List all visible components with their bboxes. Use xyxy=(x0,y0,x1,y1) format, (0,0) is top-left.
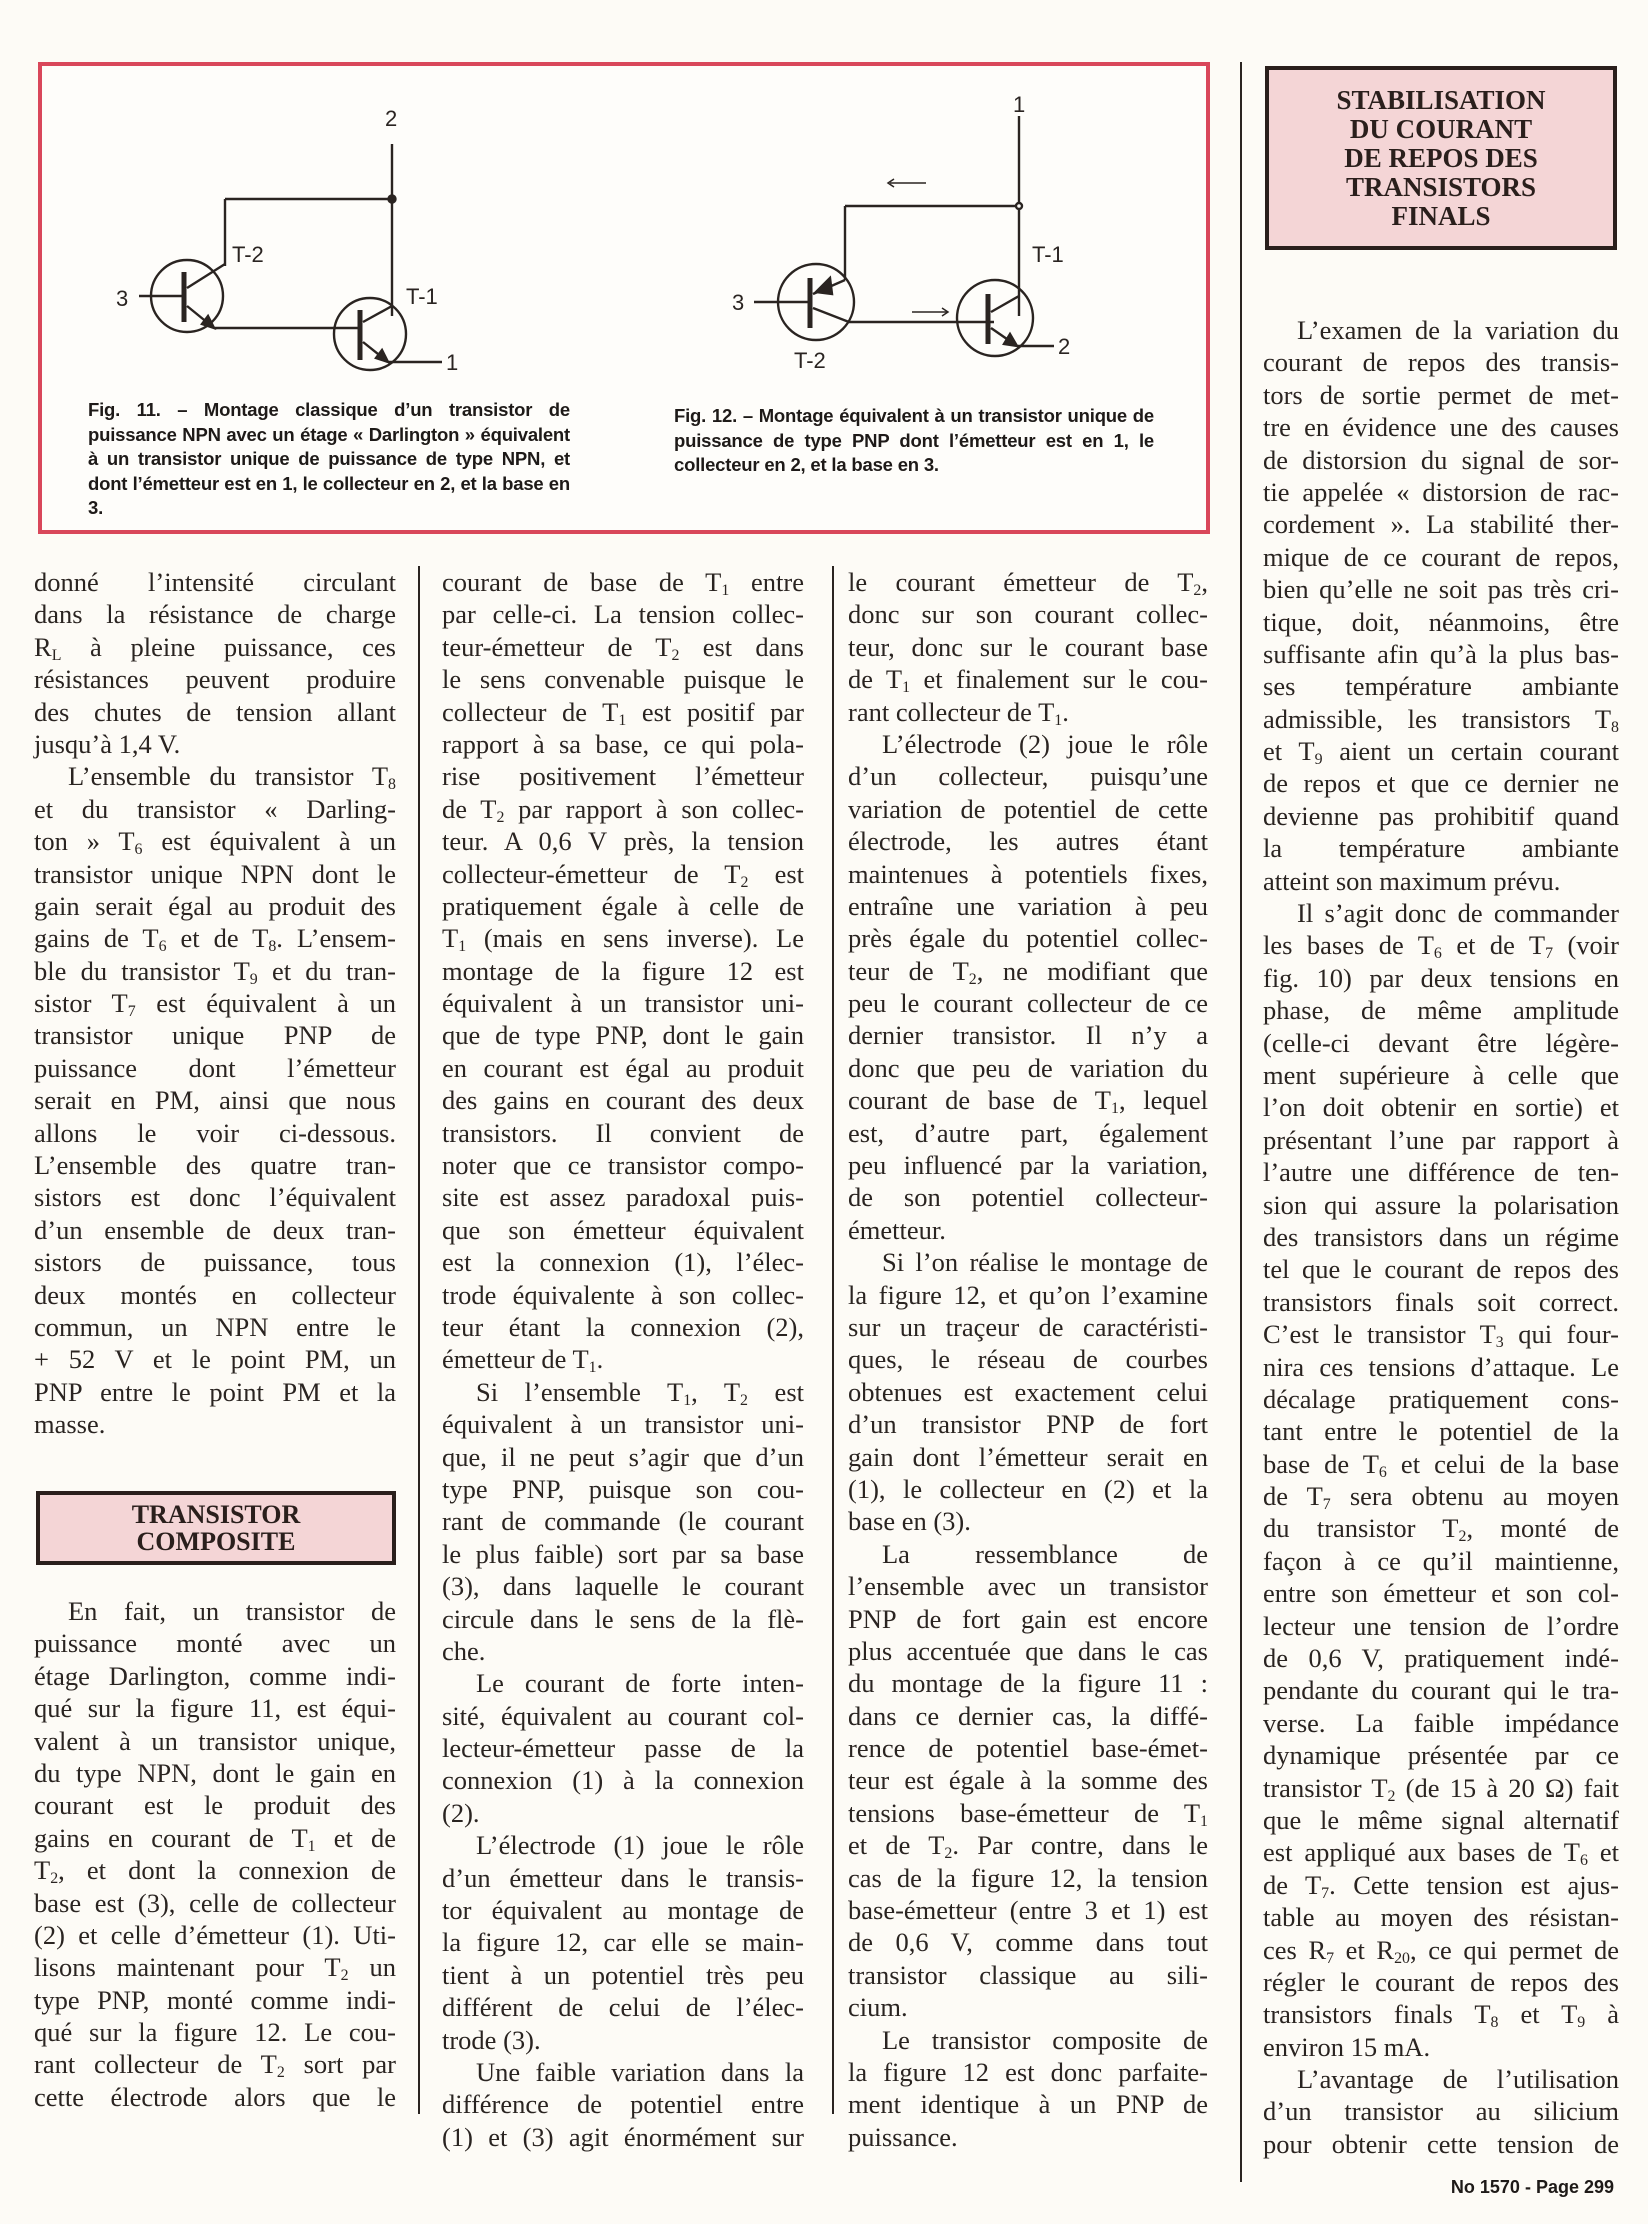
text-line: base de $T_6$ et celui de la base xyxy=(1263,1448,1619,1481)
column-rule-1 xyxy=(418,566,420,2114)
column-rule-right-of-figure xyxy=(1240,62,1242,2182)
text-line: PNP entre le point PM et la xyxy=(34,1376,396,1407)
text-line: cas de la figure 12, la tension xyxy=(848,1862,1208,1893)
text-line: courant de base de $T_1$ entre xyxy=(442,567,805,599)
text-line: transistor $T_2$ (de 15 à 20 Ω) fait xyxy=(1263,1772,1619,1805)
text-line: tant entre le potentiel de la xyxy=(1263,1416,1619,1447)
text-line: peu influencé par la variation, xyxy=(848,1150,1208,1181)
text-line: L’électrode (2) joue le rôle xyxy=(882,728,1208,759)
text-line: d’un émetteur dans le transis- xyxy=(442,1862,804,1893)
text-line: L’électrode (1) joue le rôle xyxy=(476,1830,804,1861)
text-line: deux montés en collecteur xyxy=(34,1279,396,1310)
text-line: ques, le réseau de courbes xyxy=(848,1344,1208,1375)
text-line: L’ensemble du transistor $T_8$ xyxy=(68,761,396,794)
fig12-pin3-label: 3 xyxy=(732,290,745,315)
text-line: pour obtenir cette tension de xyxy=(1263,2128,1619,2159)
text-line: trode équivalente à son collec- xyxy=(442,1279,804,1310)
text-line: sistors est donc l’équivalent xyxy=(34,1182,396,1213)
text-line: du type NPN, dont le gain en xyxy=(34,1757,396,1788)
text-line: le plus faible) sort par sa base xyxy=(442,1538,804,1569)
text-column-3 xyxy=(848,566,1208,2153)
text-line: pratiquement égale à celle de xyxy=(442,890,804,921)
text-line: tel que le courant de repos des xyxy=(1263,1254,1619,1285)
text-line: verse. La faible impédance xyxy=(1263,1707,1619,1738)
text-line: puissance. xyxy=(848,2121,958,2152)
text-line: tor équivalent au montage de xyxy=(442,1895,804,1926)
text-line: (2). xyxy=(442,1797,480,1828)
text-line: que de type PNP, dont le gain xyxy=(442,1020,804,1051)
text-line: est appliqué aux bases de $T_6$ et xyxy=(1263,1837,1620,1870)
text-line: l’autre une différence de ten- xyxy=(1263,1157,1619,1188)
text-line: et du transistor « Darling- xyxy=(34,793,396,824)
text-line: lecteur-émetteur passe de la xyxy=(442,1733,804,1764)
text-line: Le courant de forte inten- xyxy=(476,1668,804,1699)
text-line: Si l’on réalise le montage de xyxy=(882,1247,1208,1278)
text-line: base en (3). xyxy=(848,1506,971,1537)
text-line: ment identique à un PNP de xyxy=(848,2089,1208,2120)
text-line: transistors finals soit correct. xyxy=(1263,1286,1619,1317)
text-line: (celle-ci devant être légère- xyxy=(1263,1027,1619,1058)
text-line: variation de potentiel de cette xyxy=(848,793,1208,824)
text-line: lisons maintenant pour $T_2$ un xyxy=(34,1952,396,1985)
text-line: sistors de puissance, tous xyxy=(34,1247,396,1278)
text-line: que, il ne peut s’agir que d’un xyxy=(442,1441,804,1472)
fig11-pin1-label: 1 xyxy=(446,350,459,375)
text-line: teur. A 0,6 V près, la tension xyxy=(442,826,804,857)
text-line: montage de la figure 12 est xyxy=(442,955,804,986)
text-line: de $T_7$ sera obtenu au moyen xyxy=(1263,1481,1619,1514)
text-line: circule dans le sens de la flè- xyxy=(442,1603,804,1634)
fig12-pnp-composite-diagram xyxy=(754,116,1054,356)
text-line: $R_L$ à pleine puissance, ces xyxy=(34,631,396,664)
heading-line: COMPOSITE xyxy=(136,1527,296,1556)
text-line: rant collecteur de $T_1$. xyxy=(848,696,1069,729)
text-line: cordement ». La stabilité ther- xyxy=(1263,509,1619,540)
text-line: masse. xyxy=(34,1409,106,1440)
text-line: émetteur de $T_1$. xyxy=(442,1344,604,1377)
fig12-pin2-label: 2 xyxy=(1058,334,1071,359)
text-line: des gains en courant des deux xyxy=(442,1085,804,1116)
text-line: valent à un transistor unique, xyxy=(34,1725,396,1756)
text-line: émetteur. xyxy=(848,1214,946,1245)
text-line: transistors finals $T_8$ et $T_9$ à xyxy=(1263,1999,1620,2032)
text-line: de son potentiel collecteur- xyxy=(848,1182,1208,1213)
text-line: sur un traçeur de caractéristi- xyxy=(848,1311,1208,1342)
text-line: donné l’intensité circulant xyxy=(34,567,396,597)
text-line: Si l’ensemble $T_1$, $T_2$ est xyxy=(476,1376,804,1409)
text-line: Le transistor composite de xyxy=(882,2024,1208,2055)
heading-line: TRANSISTORS xyxy=(1345,171,1537,202)
text-line: équivalent à un transistor uni- xyxy=(442,1409,804,1440)
text-line: de $T_2$ par rapport à son collec- xyxy=(442,793,804,826)
text-line: gains de $T_6$ et de $T_8$. L’ensem- xyxy=(34,923,396,956)
fig11-t2-label: T-2 xyxy=(232,242,264,267)
text-line: bien qu’elle ne soit pas très cri- xyxy=(1263,574,1619,605)
text-line: noter que ce transistor compo- xyxy=(442,1150,804,1181)
fig12-caption: Fig. 12. – Montage équivalent à un transistor unique de puissance de type PNP dont l’émetteur est en 1, le collecteur en 2, et la base en 3. xyxy=(674,405,1154,476)
text-line: équivalent à un transistor uni- xyxy=(442,988,804,1019)
text-line: suffisante afin qu’à la plus bas- xyxy=(1263,638,1619,669)
text-line: tient à un potentiel très peu xyxy=(442,1959,804,1990)
text-line: près égale du potentiel collec- xyxy=(848,923,1208,954)
text-line: dernier transistor. Il n’y a xyxy=(848,1020,1208,1051)
text-line: tique, doit, néanmoins, être xyxy=(1263,606,1619,637)
text-line: type PNP, monté comme indi- xyxy=(34,1984,396,2015)
text-line: l’on doit obtenir en sortie) et xyxy=(1263,1092,1619,1123)
text-line: transistors. Il convient de xyxy=(442,1117,804,1148)
text-line: + 52 V et le point PM, un xyxy=(34,1344,396,1375)
text-line: table au moyen des résistan- xyxy=(1263,1902,1619,1933)
text-line: La ressemblance de xyxy=(882,1538,1208,1569)
text-line: mique de ce courant de repos, xyxy=(1263,541,1619,572)
page-footer: No 1570 - Page 299 xyxy=(1450,2177,1614,2197)
text-line: (3), dans laquelle le courant xyxy=(442,1571,804,1602)
text-line: base est (3), celle de collecteur xyxy=(34,1887,396,1918)
text-line: rise positivement l’émetteur xyxy=(442,761,804,792)
text-line: les bases de $T_6$ et de $T_7$ (voir xyxy=(1263,930,1619,963)
text-line: L’ensemble des quatre tran- xyxy=(34,1150,396,1181)
text-line: En fait, un transistor de xyxy=(68,1596,396,1626)
text-line: d’un ensemble de deux tran- xyxy=(34,1214,396,1245)
text-line: façon à ce qu’il maintienne, xyxy=(1263,1545,1619,1576)
text-line: type PNP, puisque son cou- xyxy=(442,1473,804,1504)
text-line: du transistor $T_2$, monté de xyxy=(1263,1513,1619,1546)
fig12-pin1-label: 1 xyxy=(1013,92,1026,117)
text-line: régler le courant de repos des xyxy=(1263,1966,1619,1997)
text-line: lecteur une tension de l’ordre xyxy=(1263,1610,1619,1641)
text-line: jusqu’à 1,4 V. xyxy=(34,728,181,759)
fig11-caption: Fig. 11. – Montage classique d’un transistor de puissance NPN avec un étage « Darlington » équivalent à un transistor unique de puissance de type NPN, et dont l’émetteur est en 1, le collecteur en 2, et la base en 3. xyxy=(88,399,570,519)
text-line: teur étant la connexion (2), xyxy=(442,1311,804,1342)
text-line: C’est le transistor $T_3$ qui four- xyxy=(1263,1319,1619,1352)
text-line: des chutes de tension allant xyxy=(34,696,396,727)
text-line: gains en courant de $T_1$ et de xyxy=(34,1822,397,1855)
fig11-darlington-diagram xyxy=(139,144,442,370)
text-line: cette électrode alors que le xyxy=(34,2081,396,2112)
text-line: le sens convenable puisque le xyxy=(442,664,804,695)
heading-line: DU COURANT xyxy=(1349,113,1533,144)
text-line: du montage de la figure 11 : xyxy=(848,1668,1208,1699)
text-line: L’examen de la variation du xyxy=(1297,315,1619,345)
text-line: environ 15 mA. xyxy=(1263,2031,1431,2062)
text-line: tre en évidence une des causes xyxy=(1263,412,1619,443)
text-line: de repos et que ce dernier ne xyxy=(1263,768,1619,799)
text-line: donc sur son courant collec- xyxy=(848,599,1208,630)
heading-line: TRANSISTOR xyxy=(131,1500,301,1529)
text-line: ces $R_7$ et $R_{20}$, ce qui permet de xyxy=(1263,1934,1619,1967)
text-line: gain serait égal au produit des xyxy=(34,890,396,921)
text-line: phase, de même amplitude xyxy=(1263,995,1619,1026)
text-line: de $T_1$ et finalement sur le cou- xyxy=(848,664,1208,697)
text-line: est la connexion (1), l’élec- xyxy=(442,1247,804,1278)
fig11-pin3-label: 3 xyxy=(116,286,129,311)
text-line: sistor $T_7$ est équivalent à un xyxy=(34,988,396,1021)
text-line: transistor unique PNP de xyxy=(34,1020,396,1051)
text-line: de distorsion du signal de sor- xyxy=(1263,444,1619,475)
text-line: che. xyxy=(442,1635,486,1666)
text-line: dans ce dernier cas, la diffé- xyxy=(848,1700,1208,1731)
text-line: décalage pratiquement cons- xyxy=(1263,1383,1619,1414)
text-line: cium. xyxy=(848,1992,908,2023)
text-line: teur de $T_2$, ne modifiant que xyxy=(848,955,1208,988)
text-line: électrode, les autres étant xyxy=(848,826,1208,857)
text-line: transistor unique NPN dont le xyxy=(34,858,396,889)
text-line: entraîne une variation à peu xyxy=(848,890,1208,921)
text-column-1-composite-section xyxy=(34,1595,396,2113)
text-line: que son émetteur équivalent xyxy=(442,1214,804,1245)
text-line: obtenues est exactement celui xyxy=(848,1376,1208,1407)
fig12-t2-label: T-2 xyxy=(794,348,826,373)
text-line: L’avantage de l’utilisation xyxy=(1297,2064,1619,2095)
text-line: admissible, les transistors $T_8$ xyxy=(1263,703,1619,736)
text-line: la figure 12, car elle se main- xyxy=(442,1927,804,1958)
text-line: d’un transistor au silicium xyxy=(1263,2096,1619,2127)
text-line: donc que peu de variation du xyxy=(848,1052,1208,1083)
column-rule-2 xyxy=(832,566,834,2114)
text-line: puissance monté avec un xyxy=(34,1628,396,1659)
text-line: qué sur la figure 11, est équi- xyxy=(34,1693,396,1724)
text-line: en courant est égal au produit xyxy=(442,1052,804,1083)
text-line: ton » $T_6$ est équivalent à un xyxy=(34,826,396,859)
text-line: rant de commande (le courant xyxy=(442,1506,804,1537)
text-line: ses température ambiante xyxy=(1263,671,1619,702)
text-line: sité, équivalent au courant col- xyxy=(442,1700,804,1731)
text-line: peu le courant collecteur de ce xyxy=(848,988,1208,1019)
text-line: étage Darlington, comme indi- xyxy=(34,1660,396,1691)
text-line: différent de celui de l’élec- xyxy=(442,1992,804,2023)
text-line: de $T_7$. Cette tension est ajus- xyxy=(1263,1869,1619,1902)
text-line: dynamique présentée par ce xyxy=(1263,1740,1619,1771)
text-line: sion qui assure la polarisation xyxy=(1263,1189,1619,1220)
text-line: $T_1$ (mais en sens inverse). Le xyxy=(442,923,804,956)
heading-line: FINALS xyxy=(1391,200,1491,231)
text-line: la figure 12, et qu’on l’examine xyxy=(848,1279,1208,1310)
fig11-t1-label: T-1 xyxy=(406,284,438,309)
text-line: teur-émetteur de $T_2$ est dans xyxy=(442,631,804,664)
text-line: trode (3). xyxy=(442,2024,541,2055)
text-line: résistances peuvent produire xyxy=(34,664,396,695)
text-line: site est assez paradoxal puis- xyxy=(442,1182,804,1213)
text-column-1 xyxy=(34,566,396,1441)
text-line: présentant l’une par rapport à xyxy=(1263,1124,1619,1155)
heading-transistor-composite xyxy=(36,1491,396,1565)
text-line: atteint son maximum prévu. xyxy=(1263,865,1561,896)
heading-stabilisation xyxy=(1265,66,1617,250)
text-line: gain dont l’émetteur serait en xyxy=(848,1441,1208,1472)
text-line: allons le voir ci-dessous. xyxy=(34,1117,396,1148)
text-line: la température ambiante xyxy=(1263,833,1619,864)
text-line: rant collecteur de $T_2$ sort par xyxy=(34,2049,396,2082)
text-line: base-émetteur (entre 3 et 1) est xyxy=(848,1895,1208,1926)
heading-line: STABILISATION xyxy=(1336,84,1546,115)
text-line: l’ensemble avec un transistor xyxy=(848,1571,1208,1602)
text-line: (1), le collecteur en (2) et la xyxy=(848,1473,1208,1504)
text-line: entre son émetteur et son col- xyxy=(1263,1578,1619,1609)
text-line: différence de potentiel entre xyxy=(442,2089,804,2120)
text-line: teur, donc sur le courant base xyxy=(848,631,1208,662)
text-line: par celle-ci. La tension collec- xyxy=(442,599,804,630)
text-line: courant est le produit des xyxy=(34,1790,396,1821)
text-line: puissance dont l’émetteur xyxy=(34,1052,396,1083)
text-line: de 0,6 V, comme dans tout xyxy=(848,1927,1208,1958)
text-line: que le même signal alternatif xyxy=(1263,1804,1619,1835)
text-line: rapport à sa base, ce qui pola- xyxy=(442,728,804,759)
text-line: le courant émetteur de $T_2$, xyxy=(848,567,1208,599)
text-line: ment supérieure à celle que xyxy=(1263,1059,1619,1090)
text-column-4 xyxy=(1263,314,1619,2160)
text-line: est, d’autre part, également xyxy=(848,1117,1208,1148)
text-line: la figure 12 est donc parfaite- xyxy=(848,2056,1208,2087)
text-line: Une faible variation dans la xyxy=(476,2056,804,2087)
text-line: tors de sortie permet de met- xyxy=(1263,379,1619,410)
text-line: maintenues à potentiels fixes, xyxy=(848,858,1208,889)
text-line: devienne pas prohibitif quand xyxy=(1263,800,1619,831)
text-line: d’un transistor PNP de fort xyxy=(848,1409,1208,1440)
text-line: serait en PM, ainsi que nous xyxy=(34,1085,396,1116)
text-line: (1) et (3) agit énormément sur xyxy=(442,2121,804,2152)
fig12-t1-label: T-1 xyxy=(1032,242,1064,267)
fig11-pin2-label: 2 xyxy=(385,106,398,131)
text-line: plus accentuée que dans le cas xyxy=(848,1635,1208,1666)
text-line: collecteur-émetteur de $T_2$ est xyxy=(442,858,804,891)
text-line: et $T_9$ aient un certain courant xyxy=(1263,736,1620,769)
figure-panel xyxy=(38,62,1210,534)
text-line: pendante du courant qui le tra- xyxy=(1263,1675,1619,1706)
text-line: tie appelée « distorsion de rac- xyxy=(1263,476,1619,507)
text-line: Il s’agit donc de commander xyxy=(1297,898,1619,929)
text-line: (2) et celle d’émetteur (1). Uti- xyxy=(34,1919,396,1950)
heading-line: DE REPOS DES xyxy=(1344,142,1538,173)
text-line: dans la résistance de charge xyxy=(34,599,396,630)
text-line: ble du transistor $T_9$ et du tran- xyxy=(34,955,396,988)
text-line: tensions base-émetteur de $T_1$ xyxy=(848,1797,1208,1830)
text-line: d’un collecteur, puisqu’une xyxy=(848,761,1208,792)
text-line: qué sur la figure 12. Le cou- xyxy=(34,2017,396,2048)
text-line: fig. 10) par deux tensions en xyxy=(1263,962,1619,993)
text-column-2 xyxy=(442,566,804,2153)
text-line: courant de repos des transis- xyxy=(1263,347,1619,378)
text-line: des transistors dans un régime xyxy=(1263,1221,1619,1252)
text-line: collecteur de $T_1$ est positif par xyxy=(442,696,804,729)
text-line: nira ces tensions d’attaque. Le xyxy=(1263,1351,1619,1382)
text-line: de 0,6 V, pratiquement indé- xyxy=(1263,1643,1619,1674)
text-line: connexion (1) à la connexion xyxy=(442,1765,804,1796)
text-line: et de $T_2$. Par contre, dans le xyxy=(848,1830,1208,1863)
text-line: $T_2$, et dont la connexion de xyxy=(34,1855,396,1888)
text-line: PNP de fort gain est encore xyxy=(848,1603,1208,1634)
text-line: transistor classique au sili- xyxy=(848,1959,1208,1990)
text-line: rence de potentiel base-émet- xyxy=(848,1733,1208,1764)
text-line: courant de base de $T_1$, lequel xyxy=(848,1085,1209,1118)
text-line: commun, un NPN entre le xyxy=(34,1311,396,1342)
text-line: teur est égale à la somme des xyxy=(848,1765,1208,1796)
